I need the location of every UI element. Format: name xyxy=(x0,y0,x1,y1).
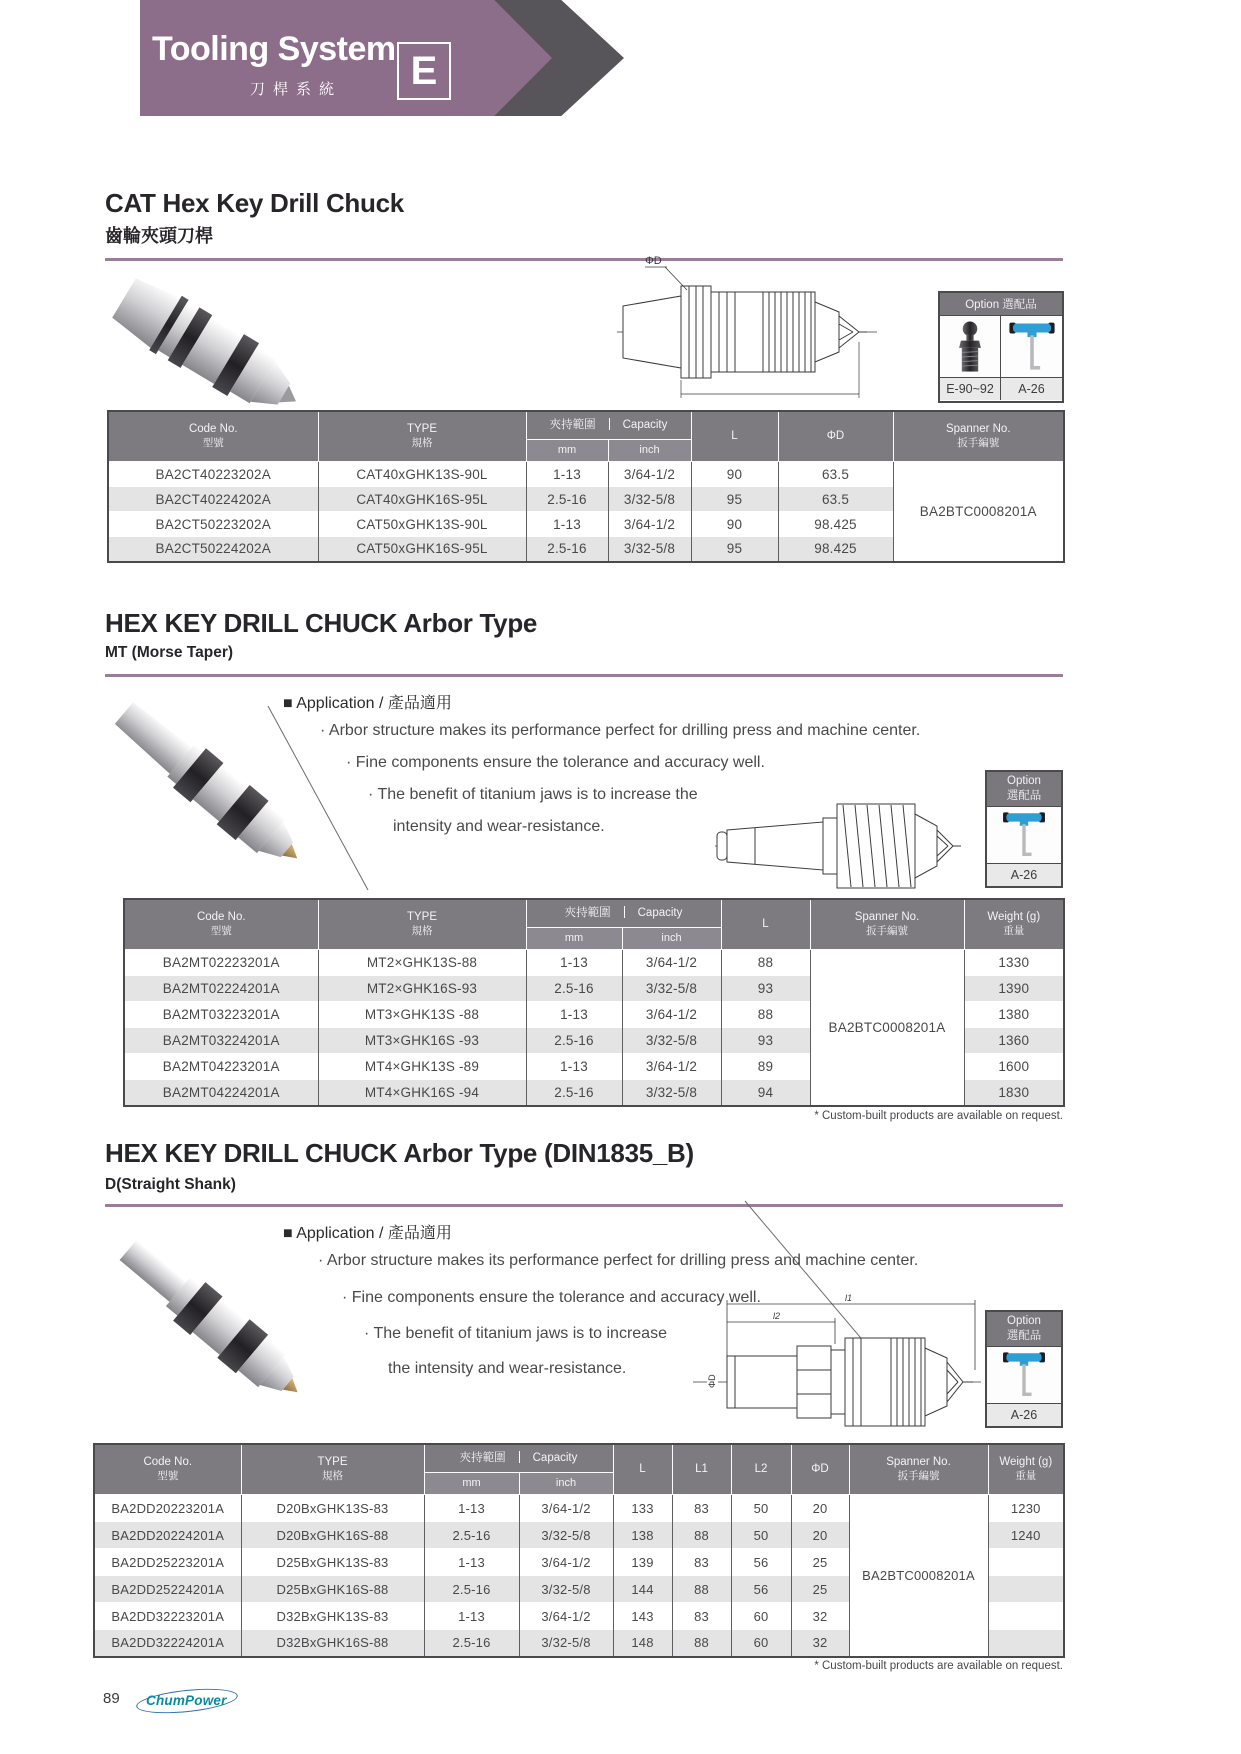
table-cell: BA2CT50223202A xyxy=(108,512,318,537)
table-cell: 20 xyxy=(791,1495,849,1522)
table-cell: 60 xyxy=(731,1603,791,1630)
table-cell: 1-13 xyxy=(526,950,622,976)
table-cell: 90 xyxy=(691,512,778,537)
table-cell: BA2MT04223201A xyxy=(124,1054,318,1080)
table-cell: 1-13 xyxy=(526,1054,622,1080)
col-header-code: Code No. 型號 xyxy=(124,899,318,950)
col-header-type: TYPE 規格 xyxy=(318,411,526,462)
col-header-code: Code No. 型號 xyxy=(108,411,318,462)
table-cell: 50 xyxy=(731,1522,791,1549)
table-cell: MT2×GHK13S-88 xyxy=(318,950,526,976)
col-header-type: TYPE 規格 xyxy=(318,899,526,950)
table-cell: BA2DD20223201A xyxy=(94,1495,241,1522)
option-box-din xyxy=(985,1310,1063,1428)
table-cell: 88 xyxy=(721,950,810,976)
table-cell: 3/32-5/8 xyxy=(608,537,691,562)
table-cell: 3/32-5/8 xyxy=(622,1080,721,1106)
hex-key-icon xyxy=(998,809,1050,861)
table-cell: 95 xyxy=(691,487,778,512)
table-cell: 3/64-1/2 xyxy=(622,1054,721,1080)
table-cell: 138 xyxy=(613,1522,672,1549)
table-cell: 1600 xyxy=(964,1054,1064,1080)
table-cell: 1-13 xyxy=(526,1002,622,1028)
option-box-title: Option xyxy=(1007,775,1041,787)
product-photo-cat-chuck xyxy=(108,262,318,408)
option-label: A-26 xyxy=(1000,377,1062,400)
table-cell: 90 xyxy=(691,462,778,487)
pull-stud-icon xyxy=(950,319,990,375)
spanner-no-cell: BA2BTC0008201A xyxy=(849,1495,988,1657)
dim-label-dia: ΦD xyxy=(645,255,662,267)
col-header-L: L xyxy=(613,1444,672,1495)
col-header-type: TYPE 規格 xyxy=(241,1444,424,1495)
table-cell: 3/32-5/8 xyxy=(622,976,721,1002)
table-cell xyxy=(988,1576,1064,1603)
table-cell: 139 xyxy=(613,1549,672,1576)
table-cell: 1380 xyxy=(964,1002,1064,1028)
table-cell: BA2CT40224202A xyxy=(108,487,318,512)
table-cell: 56 xyxy=(731,1576,791,1603)
table-cell: BA2MT03224201A xyxy=(124,1028,318,1054)
table-cell: 83 xyxy=(672,1495,731,1522)
table-cell: D20BxGHK13S-83 xyxy=(241,1495,424,1522)
table-cell: 95 xyxy=(691,537,778,562)
table-cell: 3/32-5/8 xyxy=(519,1630,613,1657)
custom-note: * Custom-built products are available on request. xyxy=(814,1660,1063,1672)
col-header-inch: inch xyxy=(608,440,691,462)
application-heading: ■ Application / 產品適用 xyxy=(283,695,452,712)
table-cell: 25 xyxy=(791,1549,849,1576)
dim-label-dia: ΦD xyxy=(707,1374,717,1388)
hex-key-icon xyxy=(1006,319,1058,375)
table-cell: 1-13 xyxy=(424,1549,519,1576)
table-cell: 1230 xyxy=(988,1495,1064,1522)
table-cell: 2.5-16 xyxy=(526,976,622,1002)
col-header-capacity: 夾持範圍 Capacity xyxy=(526,899,721,928)
table-cell: CAT50xGHK16S-95L xyxy=(318,537,526,562)
table-cell: 63.5 xyxy=(778,487,893,512)
custom-note: * Custom-built products are available on request. xyxy=(814,1110,1063,1122)
col-header-L2: L2 xyxy=(731,1444,791,1495)
col-header-L1: L1 xyxy=(672,1444,731,1495)
table-cell: 88 xyxy=(672,1576,731,1603)
table-cell: 3/64-1/2 xyxy=(519,1603,613,1630)
table-cell: 60 xyxy=(731,1630,791,1657)
section-rule xyxy=(105,674,1063,677)
section-subtitle-din: D(Straight Shank) xyxy=(105,1176,236,1193)
table-cell: D32BxGHK13S-83 xyxy=(241,1603,424,1630)
table-cell: 56 xyxy=(731,1549,791,1576)
col-header-dia: ΦD xyxy=(778,411,893,462)
table-cell: BA2DD32223201A xyxy=(94,1603,241,1630)
col-header-dia: ΦD xyxy=(791,1444,849,1495)
table-cell: 63.5 xyxy=(778,462,893,487)
section-subtitle-cat: 齒輪夾頭刀桿 xyxy=(105,226,213,246)
table-cell: MT4×GHK13S -89 xyxy=(318,1054,526,1080)
table-cell: 144 xyxy=(613,1576,672,1603)
application-line: · The benefit of titanium jaws is to increase xyxy=(364,1325,667,1342)
din-spec-table xyxy=(93,1443,1065,1658)
table-cell: 1-13 xyxy=(424,1495,519,1522)
table-cell: 88 xyxy=(721,1002,810,1028)
col-header-inch: inch xyxy=(519,1473,613,1495)
col-header-mm: mm xyxy=(424,1473,519,1495)
technical-drawing-mt xyxy=(715,788,965,900)
table-cell: BA2MT04224201A xyxy=(124,1080,318,1106)
table-row xyxy=(124,950,1064,976)
section-rule xyxy=(105,258,1063,261)
application-line: · Fine components ensure the tolerance and accuracy well. xyxy=(342,1289,761,1306)
application-line: · The benefit of titanium jaws is to increase the xyxy=(368,786,698,803)
option-label: E-90~92 xyxy=(940,377,1000,400)
table-cell: BA2DD25224201A xyxy=(94,1576,241,1603)
table-cell: 133 xyxy=(613,1495,672,1522)
table-cell: 1240 xyxy=(988,1522,1064,1549)
table-cell: MT3×GHK13S -88 xyxy=(318,1002,526,1028)
table-cell: 83 xyxy=(672,1603,731,1630)
table-cell: 3/64-1/2 xyxy=(622,1002,721,1028)
option-box-cat xyxy=(938,291,1064,403)
table-cell: 94 xyxy=(721,1080,810,1106)
table-cell: 20 xyxy=(791,1522,849,1549)
table-cell: BA2DD32224201A xyxy=(94,1630,241,1657)
banner-subtitle: 刀桿系統 xyxy=(250,81,343,98)
brand-logo: ChumPower xyxy=(146,1693,227,1708)
table-cell: D25BxGHK13S-83 xyxy=(241,1549,424,1576)
table-cell: 98.425 xyxy=(778,537,893,562)
table-cell: 3/32-5/8 xyxy=(519,1576,613,1603)
table-cell: BA2MT02224201A xyxy=(124,976,318,1002)
section-badge: E xyxy=(397,42,451,100)
table-cell: MT3×GHK16S -93 xyxy=(318,1028,526,1054)
table-cell: 3/64-1/2 xyxy=(519,1549,613,1576)
col-header-capacity: 夾持範圍 Capacity xyxy=(526,411,691,440)
option-box-title-zh: 選配品 xyxy=(1006,1330,1042,1342)
option-box-title: Option 選配品 xyxy=(940,293,1062,316)
table-cell: 1830 xyxy=(964,1080,1064,1106)
option-box-mt xyxy=(985,770,1063,888)
table-cell: BA2DD20224201A xyxy=(94,1522,241,1549)
table-cell: 1330 xyxy=(964,950,1064,976)
table-cell xyxy=(988,1603,1064,1630)
application-line: intensity and wear-resistance. xyxy=(393,818,605,835)
table-cell: 88 xyxy=(672,1522,731,1549)
col-header-L: L xyxy=(691,411,778,462)
option-box-title-zh: 選配品 xyxy=(1006,790,1042,802)
banner-title: Tooling System xyxy=(152,30,396,68)
table-cell: 83 xyxy=(672,1549,731,1576)
table-cell: 3/64-1/2 xyxy=(608,512,691,537)
table-cell: MT4×GHK16S -94 xyxy=(318,1080,526,1106)
table-cell: 88 xyxy=(672,1630,731,1657)
table-row xyxy=(108,462,1064,487)
table-cell: 2.5-16 xyxy=(424,1576,519,1603)
application-line: · Arbor structure makes its performance perfect for drilling press and machine center. xyxy=(320,722,921,739)
table-cell: 3/64-1/2 xyxy=(608,462,691,487)
col-header-L: L xyxy=(721,899,810,950)
section-title-cat: CAT Hex Key Drill Chuck xyxy=(105,188,404,218)
table-cell: 3/32-5/8 xyxy=(622,1028,721,1054)
col-header-weight: Weight (g) 重量 xyxy=(964,899,1064,950)
table-cell: 3/32-5/8 xyxy=(608,487,691,512)
col-header-spanner: Spanner No. 扳手編號 xyxy=(849,1444,988,1495)
table-cell: 143 xyxy=(613,1603,672,1630)
table-cell: BA2DD25223201A xyxy=(94,1549,241,1576)
table-cell: 25 xyxy=(791,1576,849,1603)
application-heading: ■ Application / 產品適用 xyxy=(283,1225,452,1242)
spanner-no-cell: BA2BTC0008201A xyxy=(893,462,1064,562)
table-cell: 32 xyxy=(791,1603,849,1630)
table-cell: 93 xyxy=(721,1028,810,1054)
table-cell: 89 xyxy=(721,1054,810,1080)
table-cell xyxy=(988,1549,1064,1576)
col-header-mm: mm xyxy=(526,928,622,950)
table-cell: D25BxGHK16S-88 xyxy=(241,1576,424,1603)
col-header-mm: mm xyxy=(526,440,608,462)
table-cell: 1-13 xyxy=(424,1603,519,1630)
table-cell: CAT40xGHK16S-95L xyxy=(318,487,526,512)
table-cell: D20BxGHK16S-88 xyxy=(241,1522,424,1549)
section-title-mt: HEX KEY DRILL CHUCK Arbor Type xyxy=(105,608,538,638)
dim-label-l1: l1 xyxy=(845,1293,853,1303)
table-cell: 2.5-16 xyxy=(526,1028,622,1054)
section-subtitle-mt: MT (Morse Taper) xyxy=(105,644,234,661)
table-cell: 32 xyxy=(791,1630,849,1657)
hex-key-icon xyxy=(998,1349,1050,1401)
table-cell: MT2×GHK16S-93 xyxy=(318,976,526,1002)
table-cell: CAT50xGHK13S-90L xyxy=(318,512,526,537)
table-cell: 2.5-16 xyxy=(526,537,608,562)
table-cell: 3/64-1/2 xyxy=(622,950,721,976)
dim-label-l2: l2 xyxy=(773,1311,781,1321)
table-cell: 2.5-16 xyxy=(526,487,608,512)
table-cell: 2.5-16 xyxy=(424,1630,519,1657)
spanner-no-cell: BA2BTC0008201A xyxy=(810,950,964,1106)
table-cell: 148 xyxy=(613,1630,672,1657)
table-cell: 1-13 xyxy=(526,512,608,537)
table-cell: 98.425 xyxy=(778,512,893,537)
section-title-din: HEX KEY DRILL CHUCK Arbor Type (DIN1835_B) xyxy=(105,1138,694,1168)
table-cell: 1-13 xyxy=(526,462,608,487)
product-photo-din-chuck xyxy=(110,1222,310,1437)
table-cell: 2.5-16 xyxy=(526,1080,622,1106)
table-cell: BA2MT02223201A xyxy=(124,950,318,976)
option-label: A-26 xyxy=(987,1403,1061,1426)
cat-spec-table xyxy=(107,410,1065,563)
application-line: the intensity and wear-resistance. xyxy=(388,1360,627,1377)
application-line: · Fine components ensure the tolerance and accuracy well. xyxy=(346,754,765,771)
col-header-weight: Weight (g) 重量 xyxy=(988,1444,1064,1495)
table-cell: 1390 xyxy=(964,976,1064,1002)
technical-drawing-din xyxy=(685,1292,985,1442)
table-row xyxy=(94,1495,1064,1522)
option-box-title: Option xyxy=(1007,1315,1041,1327)
table-cell: 2.5-16 xyxy=(424,1522,519,1549)
table-cell: 50 xyxy=(731,1495,791,1522)
table-cell: 3/64-1/2 xyxy=(519,1495,613,1522)
table-cell: 3/32-5/8 xyxy=(519,1522,613,1549)
option-label: A-26 xyxy=(987,863,1061,886)
page-number: 89 xyxy=(103,1690,120,1707)
table-cell xyxy=(988,1630,1064,1657)
table-cell: BA2CT50224202A xyxy=(108,537,318,562)
table-cell: BA2MT03223201A xyxy=(124,1002,318,1028)
col-header-code: Code No. 型號 xyxy=(94,1444,241,1495)
col-header-spanner: Spanner No. 扳手編號 xyxy=(810,899,964,950)
technical-drawing-cat xyxy=(615,250,885,405)
table-cell: D32BxGHK16S-88 xyxy=(241,1630,424,1657)
table-cell: 93 xyxy=(721,976,810,1002)
mt-spec-table xyxy=(123,898,1065,1107)
table-cell: BA2CT40223202A xyxy=(108,462,318,487)
col-header-capacity: 夾持範圍 Capacity xyxy=(424,1444,613,1473)
application-line: · Arbor structure makes its performance perfect for drilling press and machine center. xyxy=(318,1252,919,1269)
table-cell: CAT40xGHK13S-90L xyxy=(318,462,526,487)
col-header-spanner: Spanner No. 扳手編號 xyxy=(893,411,1064,462)
product-photo-mt-chuck xyxy=(110,683,310,905)
col-header-inch: inch xyxy=(622,928,721,950)
table-cell: 1360 xyxy=(964,1028,1064,1054)
